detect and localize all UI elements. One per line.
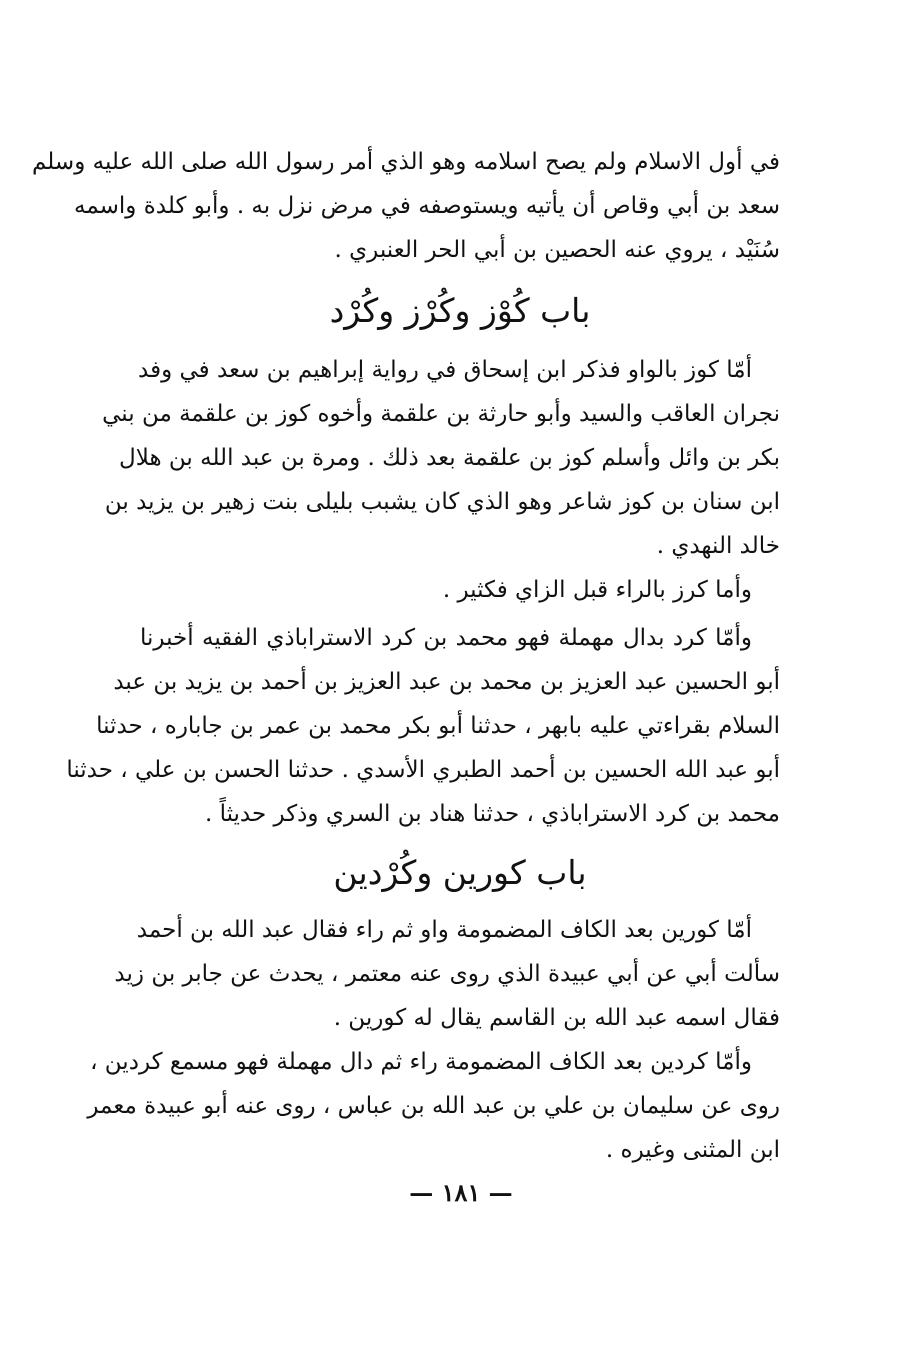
section-heading-kuz: باب كُوْز وكُرْز وكُرْد	[329, 291, 591, 330]
page-number: — ١٨١ —	[409, 1178, 513, 1207]
top-paragraph	[32, 140, 780, 272]
text-line: سُنَيْد ، يروي عنه الحصين بن أبي الحر العنبري .	[334, 237, 780, 263]
text-line: وأمّا كردين بعد الكاف المضمومة راء ثم دال مهملة فهو مسمع كردين ،	[90, 1049, 752, 1075]
text-line: أبو عبد الله الحسين بن أحمد الطبري الأسدي . حدثنا الحسن بن علي ، حدثنا	[66, 757, 780, 783]
text-line: ابن المثنى وغيره .	[605, 1137, 780, 1163]
text-line: السلام بقراءتي عليه بابهر ، حدثنا أبو بكر محمد بن عمر بن جاباره ، حدثنا	[96, 713, 780, 739]
text-line: في أول الاسلام ولم يصح اسلامه وهو الذي أمر رسول الله صلى الله عليه وسلم	[32, 149, 780, 175]
section-kuz-paragraph-1	[102, 348, 780, 568]
text-line: روى عن سليمان بن علي بن عبد الله بن عباس ، روى عنه أبو عبيدة معمر	[87, 1093, 780, 1119]
section-kurin-paragraph-2	[87, 1040, 780, 1172]
text-line: سألت أبي عن أبي عبيدة الذي روى عنه معتمر ، يحدث عن جابر بن زيد	[114, 961, 780, 987]
text-line: أمّا كوز بالواو فذكر ابن إسحاق في رواية إبراهيم بن سعد في وفد	[138, 357, 752, 383]
text-line: نجران العاقب والسيد وأبو حارثة بن علقمة وأخوه كوز بن علقمة من بني	[102, 401, 780, 427]
text-line: خالد النهدي .	[656, 533, 780, 559]
text-line: وأمّا كرد بدال مهملة فهو محمد بن كرد الاستراباذي الفقيه أخبرنا	[140, 625, 752, 651]
text-line: سعد بن أبي وقاص أن يأتيه ويستوصفه في مرض نزل به . وأبو كلدة واسمه	[74, 193, 780, 219]
text-line: أمّا كورين بعد الكاف المضمومة واو ثم راء فقال عبد الله بن أحمد	[136, 917, 752, 943]
text-line: فقال اسمه عبد الله بن القاسم يقال له كورين .	[333, 1005, 780, 1031]
section-kurin-paragraph-1	[114, 908, 780, 1040]
text-line: ابن سنان بن كوز شاعر وهو الذي كان يشبب بليلى بنت زهير بن يزيد بن	[104, 489, 780, 515]
section-heading-kurin: باب كورين وكُرْدين	[333, 853, 587, 892]
text-line: وأما كرز بالراء قبل الزاي فكثير .	[442, 577, 752, 603]
section-kuz-paragraph-3	[66, 616, 780, 836]
text-line: أبو الحسين عبد العزيز بن محمد بن عبد العزيز بن أحمد بن يزيد بن عبد	[113, 669, 780, 695]
text-line: محمد بن كرد الاستراباذي ، حدثنا هناد بن السري وذكر حديثاً .	[204, 801, 780, 827]
section-kuz-paragraph-2	[140, 568, 780, 612]
text-line: بكر بن وائل وأسلم كوز بن علقمة بعد ذلك . ومرة بن عبد الله بن هلال	[119, 445, 780, 471]
